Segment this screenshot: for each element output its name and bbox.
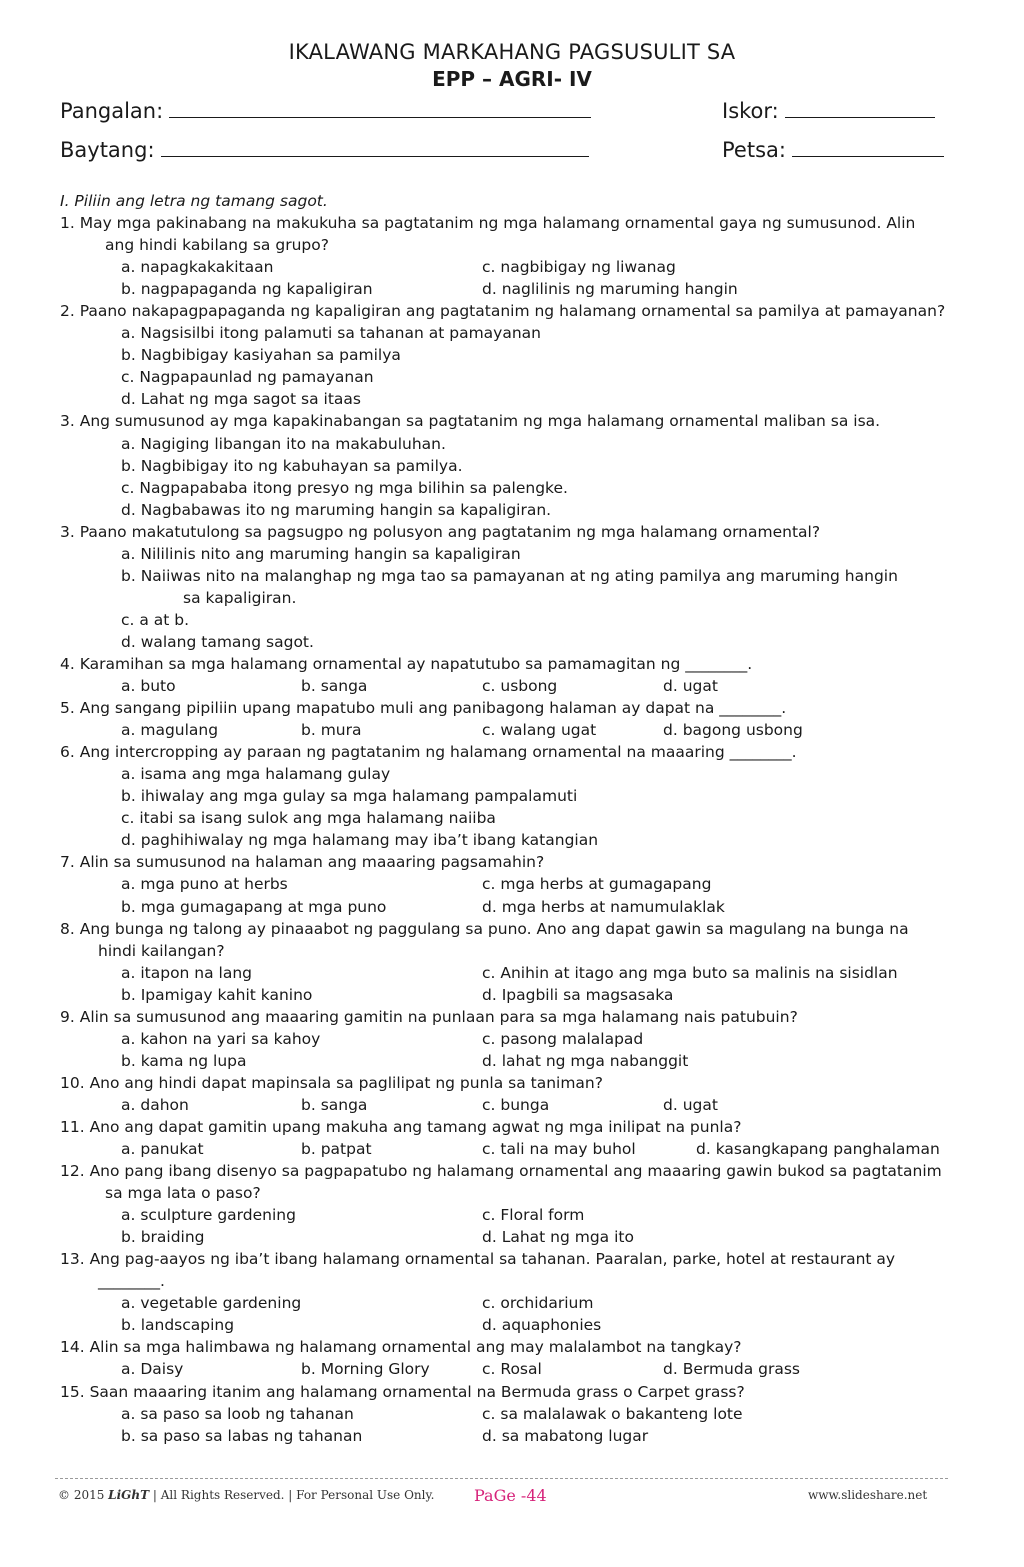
option-row: [60, 719, 990, 741]
question-stem: 15. Saan maaaring itanim ang halamang ornamental na Bermuda grass o Carpet grass?: [60, 1382, 745, 1401]
option-c: c. walang ugat: [482, 721, 597, 740]
option-d: d. ugat: [663, 1095, 718, 1114]
question-stem: 14. Alin sa mga halimbawa ng halamang ornamental ang may malalambot na tangkay?: [60, 1338, 742, 1357]
question-stem: 6. Ang intercropping ay paraan ng pagtatanim ng halamang ornamental na maaaring ________.: [60, 743, 797, 762]
option-row: [60, 1314, 990, 1336]
name-label: Pangalan:: [60, 99, 164, 123]
option-row: [60, 1226, 990, 1248]
option-c: c. orchidarium: [482, 1294, 594, 1313]
footer-divider: [55, 1478, 948, 1479]
question-stem: 2. Paano nakapagpapaganda ng kapaligiran ang pagtatanim ng halamang ornamental sa pamilya at pamayanan?: [60, 302, 946, 321]
option-row: [60, 1028, 990, 1050]
option-b-continued: sa kapaligiran.: [183, 588, 297, 607]
option-a: a. napagkakakitaan: [121, 258, 274, 277]
option-a: a. Nagsisilbi itong palamuti sa tahanan at pamayanan: [121, 324, 541, 343]
option-row: [60, 984, 990, 1006]
option-d: d. Lahat ng mga ito: [482, 1228, 634, 1247]
option-d: d. kasangkapang panghalaman: [696, 1140, 940, 1159]
grade-field: [60, 136, 589, 162]
option-a: a. mga puno at herbs: [121, 875, 288, 894]
question-stem: hindi kailangan?: [98, 941, 225, 960]
grade-blank: [161, 136, 589, 157]
option-row: [60, 256, 990, 278]
page-number: PaGe -44: [474, 1486, 547, 1505]
option-a: a. Nililinis nito ang maruming hangin sa kapaligiran: [121, 544, 521, 563]
option-b: b. sanga: [301, 1095, 368, 1114]
grade-label: Baytang:: [60, 138, 155, 162]
option-row: [60, 1358, 990, 1380]
option-row: [60, 873, 990, 895]
option-b: b. mga gumagapang at mga puno: [121, 897, 387, 916]
option-a: a. dahon: [121, 1095, 189, 1114]
option-b: b. landscaping: [121, 1316, 235, 1335]
option-a: a. Nagiging libangan ito na makabuluhan.: [121, 434, 446, 453]
question-stem: ________.: [98, 1272, 165, 1291]
option-b: b. sanga: [301, 677, 368, 696]
option-c: c. Nagpapababa itong presyo ng mga bilihin sa palengke.: [121, 478, 568, 497]
option-a: a. magulang: [121, 721, 219, 740]
question-stem: 3. Paano makatutulong sa pagsugpo ng polusyon ang pagtatanim ng mga halamang ornamental?: [60, 522, 821, 541]
exam-title: IKALAWANG MARKAHANG PAGSUSULIT SA: [288, 40, 736, 64]
option-a: a. vegetable gardening: [121, 1294, 302, 1313]
option-c: c. Floral form: [482, 1206, 585, 1225]
name-blank: [169, 97, 591, 118]
option-b: b. Ipamigay kahit kanino: [121, 985, 313, 1004]
option-a: a. sa paso sa loob ng tahanan: [121, 1404, 354, 1423]
option-b: b. mura: [301, 721, 362, 740]
exam-subject: EPP – AGRI- IV: [432, 67, 592, 91]
option-b: b. sa paso sa labas ng tahanan: [121, 1426, 363, 1445]
score-label: Iskor:: [722, 99, 779, 123]
option-d: d. aquaphonies: [482, 1316, 602, 1335]
option-row: [60, 1292, 990, 1314]
option-b: b. nagpapaganda ng kapaligiran: [121, 280, 373, 299]
option-d: d. sa mabatong lugar: [482, 1426, 649, 1445]
question-stem: 1. May mga pakinabang na makukuha sa pagtatanim ng mga halamang ornamental gaya ng sumusunod. Alin: [60, 214, 916, 233]
option-a: a. kahon na yari sa kahoy: [121, 1029, 321, 1048]
instructions: I. Piliin ang letra ng tamang sagot.: [60, 192, 328, 210]
question-stem: 4. Karamihan sa mga halamang ornamental ay napatutubo sa pamamagitan ng ________.: [60, 654, 753, 673]
option-a: a. panukat: [121, 1140, 204, 1159]
question-stem: 9. Alin sa sumusunod ang maaaring gamitin na punlaan para sa mga halamang nais patubuin?: [60, 1007, 798, 1026]
question-stem: 5. Ang sangang pipiliin upang mapatubo muli ang panibagong halaman ay dapat na ________.: [60, 699, 787, 718]
option-d: d. Nagbabawas ito ng maruming hangin sa kapaligiran.: [121, 500, 552, 519]
option-b: b. patpat: [301, 1140, 372, 1159]
option-row: [60, 1403, 990, 1425]
score-field: [722, 97, 935, 123]
site-url: www.slideshare.net: [808, 1488, 928, 1502]
option-b: b. ihiwalay ang mga gulay sa mga halamang pampalamuti: [121, 787, 578, 806]
option-a: a. isama ang mga halamang gulay: [121, 765, 391, 784]
option-d: d. paghihiwalay ng mga halamang may iba’t ibang katangian: [121, 831, 599, 850]
question-stem: 13. Ang pag-aayos ng iba’t ibang halamang ornamental sa tahanan. Paaralan, parke, hotel at restaurant ay: [60, 1250, 896, 1269]
option-row: [60, 675, 990, 697]
option-row: [60, 1094, 990, 1116]
brand-name: LiGhT: [108, 1488, 150, 1502]
question-stem: sa mga lata o paso?: [105, 1184, 261, 1203]
option-c: c. nagbibigay ng liwanag: [482, 258, 676, 277]
option-c: c. sa malalawak o bakanteng lote: [482, 1404, 743, 1423]
option-row: [60, 278, 990, 300]
date-field: [722, 136, 944, 162]
option-c: c. bunga: [482, 1095, 550, 1114]
question-stem: 3. Ang sumusunod ay mga kapakinabangan sa pagtatanim ng mga halamang ornamental maliban sa isa.: [60, 412, 881, 431]
date-blank: [792, 136, 944, 157]
option-d: d. Bermuda grass: [663, 1360, 801, 1379]
option-row: [60, 962, 990, 984]
option-c: c. tali na may buhol: [482, 1140, 636, 1159]
score-blank: [785, 97, 935, 118]
option-d: d. bagong usbong: [663, 721, 803, 740]
option-c: c. Anihin at itago ang mga buto sa malinis na sisidlan: [482, 963, 898, 982]
copyright-prefix: © 2015: [58, 1488, 109, 1502]
option-row: [60, 1425, 990, 1447]
option-d: d. mga herbs at namumulaklak: [482, 897, 725, 916]
option-d: d. walang tamang sagot.: [121, 632, 314, 651]
exam-content: [60, 190, 990, 1447]
option-c: c. itabi sa isang sulok ang mga halamang naiiba: [121, 809, 496, 828]
option-c: c. mga herbs at gumagapang: [482, 875, 712, 894]
name-field: [60, 97, 591, 123]
option-b: b. Naiiwas nito na malanghap ng mga tao sa pamayanan at ng ating pamilya ang maruming hangin: [121, 566, 898, 585]
option-a: a. Daisy: [121, 1360, 184, 1379]
question-stem: 11. Ano ang dapat gamitin upang makuha ang tamang agwat ng mga inilipat na punla?: [60, 1117, 742, 1136]
option-a: a. sculpture gardening: [121, 1206, 296, 1225]
option-b: b. Morning Glory: [301, 1360, 430, 1379]
option-row: [60, 1050, 990, 1072]
option-row: [60, 1204, 990, 1226]
option-b: b. Nagbibigay ito ng kabuhayan sa pamilya.: [121, 456, 463, 475]
question-stem: 8. Ang bunga ng talong ay pinaaabot ng paggulang sa puno. Ano ang dapat gawin sa magulang na bunga na: [60, 919, 909, 938]
option-a: a. buto: [121, 677, 176, 696]
date-label: Petsa:: [722, 138, 786, 162]
option-d: d. Lahat ng mga sagot sa itaas: [121, 390, 361, 409]
option-row: [60, 896, 990, 918]
copyright-suffix: | All Rights Reserved. | For Personal Use Only.: [149, 1488, 435, 1502]
option-d: d. Ipagbili sa magsasaka: [482, 985, 674, 1004]
option-c: c. Rosal: [482, 1360, 542, 1379]
question-stem: ang hindi kabilang sa grupo?: [105, 236, 329, 255]
option-c: c. Nagpapaunlad ng pamayanan: [121, 368, 374, 387]
option-c: c. usbong: [482, 677, 558, 696]
option-row: [60, 1138, 990, 1160]
question-stem: 12. Ano pang ibang disenyo sa pagpapatubo ng halamang ornamental ang maaaring gawin bukod sa pagtatanim: [60, 1162, 942, 1181]
copyright-notice: [58, 1488, 435, 1502]
question-stem: 10. Ano ang hindi dapat mapinsala sa paglilipat ng punla sa taniman?: [60, 1073, 603, 1092]
option-b: b. braiding: [121, 1228, 205, 1247]
question-stem: 7. Alin sa sumusunod na halaman ang maaaring pagsamahin?: [60, 853, 545, 872]
option-c: c. a at b.: [121, 610, 190, 629]
option-b: b. Nagbibigay kasiyahan sa pamilya: [121, 346, 401, 365]
option-d: d. ugat: [663, 677, 718, 696]
option-c: c. pasong malalapad: [482, 1029, 644, 1048]
option-d: d. lahat ng mga nabanggit: [482, 1051, 689, 1070]
option-d: d. naglilinis ng maruming hangin: [482, 280, 738, 299]
option-b: b. kama ng lupa: [121, 1051, 247, 1070]
option-a: a. itapon na lang: [121, 963, 253, 982]
